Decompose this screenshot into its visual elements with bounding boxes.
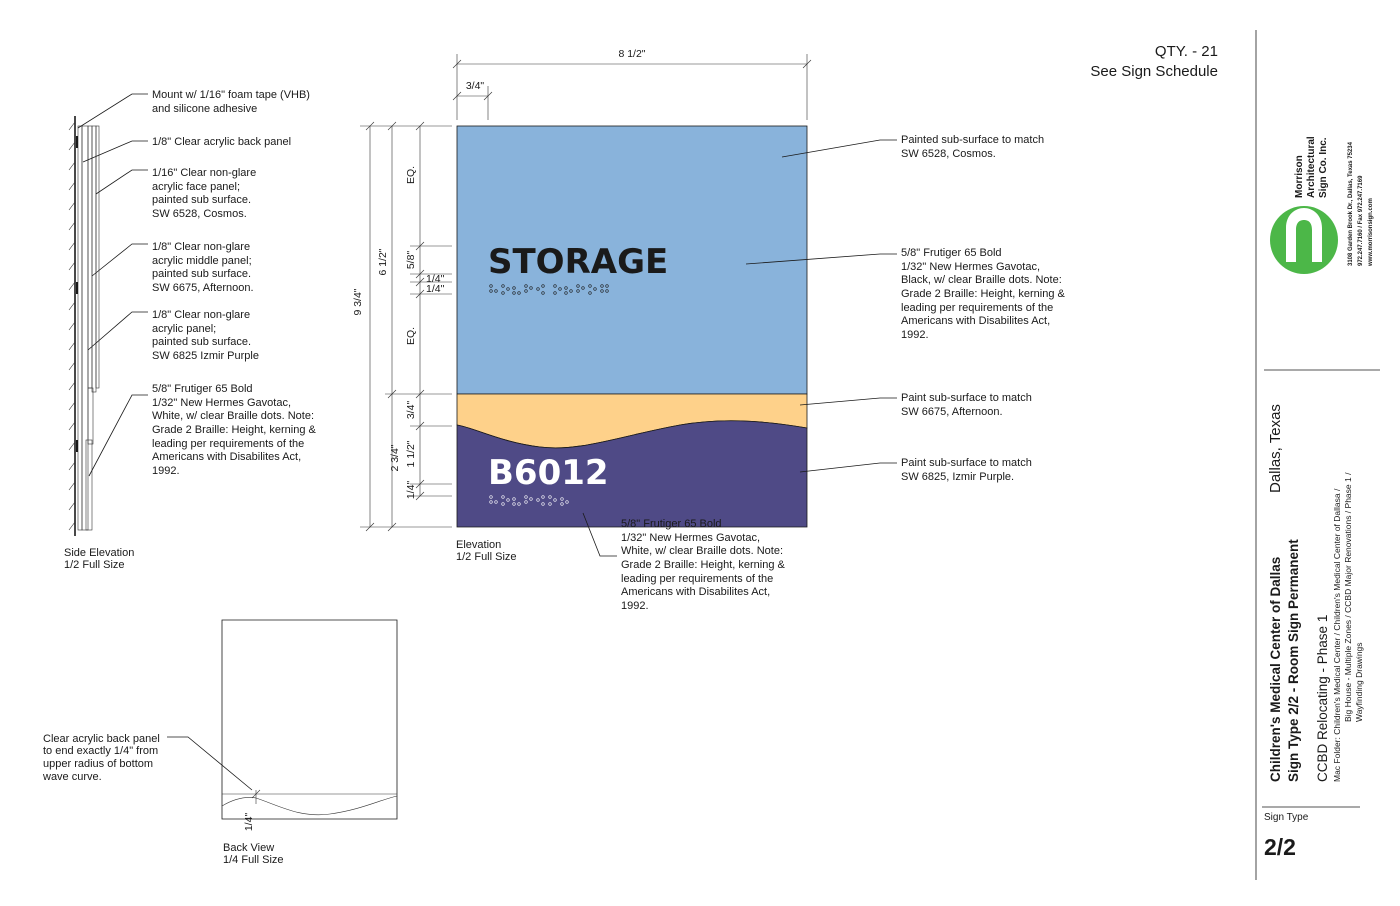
side-elevation	[69, 94, 148, 536]
dim-braille-gap-1: 1/4"	[426, 273, 445, 285]
svg-text:leading per requirements of th: leading per requirements of the	[152, 438, 305, 450]
back-view-note	[42, 733, 160, 783]
back-view-label: Back View	[223, 842, 275, 854]
svg-text:to end exactly 1/4" from: to end exactly 1/4" from	[43, 745, 159, 757]
svg-text:Grade 2 Braille: Height, kerni: Grade 2 Braille: Height, kerning &	[152, 424, 316, 436]
schedule-text: See Sign Schedule	[1090, 63, 1218, 80]
side-elevation-scale: 1/2 Full Size	[64, 559, 125, 571]
dim-text-height: 5/8"	[405, 250, 417, 270]
svg-text:acrylic face panel;: acrylic face panel;	[152, 181, 241, 193]
svg-text:Architectural: Architectural	[1306, 136, 1317, 198]
back-view	[167, 620, 397, 819]
side-note-6	[152, 383, 317, 477]
dim-eq-bottom: EQ.	[405, 326, 417, 346]
svg-text:Grade 2 Braille: Height, kerni: Grade 2 Braille: Height, kerning &	[621, 559, 785, 571]
side-note-1	[152, 89, 310, 115]
dim-band: 3/4"	[405, 400, 417, 420]
dim-inset: 3/4"	[465, 80, 485, 92]
svg-text:972.247.7160 / Fax 972.247.716: 972.247.7160 / Fax 972.247.7169	[1358, 175, 1364, 266]
svg-text:SW 6825, Izmir Purple.: SW 6825, Izmir Purple.	[901, 471, 1015, 483]
svg-text:SW 6528, Cosmos.: SW 6528, Cosmos.	[901, 148, 996, 160]
svg-text:SW 6675, Afternoon.: SW 6675, Afternoon.	[901, 406, 1003, 418]
back-view-dim: 1/4"	[243, 812, 255, 832]
project-location: Dallas, Texas	[1267, 404, 1284, 493]
callout-bottom-paint	[901, 457, 1032, 483]
svg-text:1/32" New Hermes Gavotac,: 1/32" New Hermes Gavotac,	[621, 532, 761, 544]
svg-text:1/8" Clear non-glare: 1/8" Clear non-glare	[152, 241, 251, 253]
svg-text:Americans with Disabilites Act: Americans with Disabilites Act,	[621, 586, 771, 598]
sign-type-label: Sign Type	[1264, 812, 1309, 823]
svg-text:Painted sub-surface to match: Painted sub-surface to match	[901, 134, 1045, 146]
svg-text:Big House - Multiple Zones / C: Big House - Multiple Zones / CCBD Major Renovations / Phase 1 /	[1343, 472, 1353, 722]
svg-text:White, w/ clear Braille dots.: White, w/ clear Braille dots. Note:	[152, 410, 315, 422]
side-note-3	[152, 167, 256, 220]
dim-width: 8 1/2"	[618, 48, 646, 60]
svg-text:1/32" New Hermes Gavotac,: 1/32" New Hermes Gavotac,	[901, 261, 1041, 273]
elevation-label: Elevation	[456, 539, 502, 551]
svg-text:wave curve.: wave curve.	[43, 771, 102, 783]
dim-lower: 2 3/4"	[389, 444, 401, 472]
svg-text:painted sub surface.: painted sub surface.	[152, 336, 252, 348]
room-name-text: STORAGE	[488, 242, 669, 282]
svg-text:Paint sub-surface to match: Paint sub-surface to match	[901, 457, 1032, 469]
svg-text:Americans with Disabilites Act: Americans with Disabilites Act,	[901, 315, 1051, 327]
project-phase: CCBD Relocating - Phase 1	[1315, 614, 1330, 782]
svg-text:Mount w/ 1/16" foam tape (VHB): Mount w/ 1/16" foam tape (VHB)	[152, 89, 310, 101]
qty-text: QTY. - 21	[1154, 43, 1218, 60]
mac-folder-path	[1332, 472, 1364, 782]
svg-text:SW 6528, Cosmos.: SW 6528, Cosmos.	[152, 208, 247, 220]
svg-text:1/8" Clear acrylic back panel: 1/8" Clear acrylic back panel	[152, 136, 292, 148]
sign-elevation	[457, 126, 807, 527]
svg-text:1/16" Clear non-glare: 1/16" Clear non-glare	[152, 167, 257, 179]
svg-text:5/8" Frutiger 65 Bold: 5/8" Frutiger 65 Bold	[901, 247, 1002, 259]
svg-text:Wayfinding Drawings: Wayfinding Drawings	[1354, 642, 1364, 722]
dim-braille-bottom: 1/4"	[405, 480, 417, 500]
svg-text:Grade 2 Braille: Height, kerni: Grade 2 Braille: Height, kerning &	[901, 288, 1065, 300]
sign-type-title: Sign Type 2/2 - Room Sign Permanent	[1286, 539, 1301, 782]
svg-text:Americans with Disabilites Act: Americans with Disabilites Act,	[152, 451, 302, 463]
svg-text:leading per requirements of th: leading per requirements of the	[621, 573, 774, 585]
dim-braille-gap-2: 1/4"	[426, 283, 445, 295]
dim-upper: 6 1/2"	[377, 248, 389, 276]
svg-text:painted sub surface.: painted sub surface.	[152, 194, 252, 206]
dim-eq-top: EQ.	[405, 165, 417, 185]
dim-number-text: 1 1/2"	[405, 440, 417, 468]
sign-type-number: 2/2	[1264, 834, 1296, 860]
svg-text:3108 Garden Brook Dr., Dallas: 3108 Garden Brook Dr., Dallas, Texas 75234	[1348, 142, 1354, 266]
company-logo	[1270, 206, 1338, 274]
side-note-4	[152, 241, 254, 294]
side-elevation-label: Side Elevation	[64, 547, 135, 559]
side-note-5	[152, 309, 259, 362]
back-view-scale: 1/4 Full Size	[223, 854, 284, 866]
svg-text:painted sub surface.: painted sub surface.	[152, 268, 252, 280]
svg-text:1992.: 1992.	[621, 600, 649, 612]
svg-text:and silicone adhesive: and silicone adhesive	[152, 103, 258, 115]
company-address	[1348, 141, 1374, 267]
company-name	[1294, 136, 1329, 198]
svg-text:Mac Folder: Children's Medical: Mac Folder: Children's Medical Center / Children's Medical Center of Dallasa /	[1332, 488, 1342, 782]
svg-text:upper radius of bottom: upper radius of bottom	[43, 758, 154, 770]
svg-text:1/32" New Hermes Gavotac,: 1/32" New Hermes Gavotac,	[152, 397, 292, 409]
side-note-2	[152, 136, 291, 148]
svg-text:Morrison: Morrison	[1294, 155, 1305, 198]
svg-text:acrylic panel;: acrylic panel;	[152, 323, 217, 335]
svg-text:Paint sub-surface to match: Paint sub-surface to match	[901, 392, 1032, 404]
svg-text:www.morrisonsign.com: www.morrisonsign.com	[1368, 198, 1374, 266]
svg-text:5/8" Frutiger 65 Bold: 5/8" Frutiger 65 Bold	[152, 383, 253, 395]
callout-storage-text	[901, 247, 1066, 341]
callout-middle-paint	[901, 392, 1032, 418]
svg-text:White, w/ clear Braille dots.: White, w/ clear Braille dots. Note:	[621, 545, 784, 557]
project-title: Children's Medical Center of Dallas	[1268, 556, 1283, 782]
svg-text:5/8" Frutiger 65 Bold: 5/8" Frutiger 65 Bold	[621, 518, 722, 530]
room-number-text: B6012	[488, 453, 609, 493]
dim-height: 9 3/4"	[352, 288, 364, 316]
svg-text:SW 6675, Afternoon.: SW 6675, Afternoon.	[152, 282, 254, 294]
callout-number-text	[621, 518, 786, 612]
svg-text:1/8" Clear non-glare: 1/8" Clear non-glare	[152, 309, 251, 321]
svg-text:Clear acrylic back panel: Clear acrylic back panel	[43, 733, 160, 745]
elevation-scale: 1/2 Full Size	[456, 551, 517, 563]
svg-text:1992.: 1992.	[901, 329, 929, 341]
svg-text:SW 6825 Izmir Purple: SW 6825 Izmir Purple	[152, 350, 259, 362]
svg-text:leading per requirements of th: leading per requirements of the	[901, 302, 1054, 314]
svg-text:Sign Co. Inc.: Sign Co. Inc.	[1318, 137, 1329, 198]
svg-text:Black, w/ clear Braille dots.: Black, w/ clear Braille dots. Note:	[901, 274, 1062, 286]
callout-top-paint	[901, 134, 1044, 160]
svg-text:acrylic middle panel;: acrylic middle panel;	[152, 255, 252, 267]
svg-text:1992.: 1992.	[152, 465, 180, 477]
